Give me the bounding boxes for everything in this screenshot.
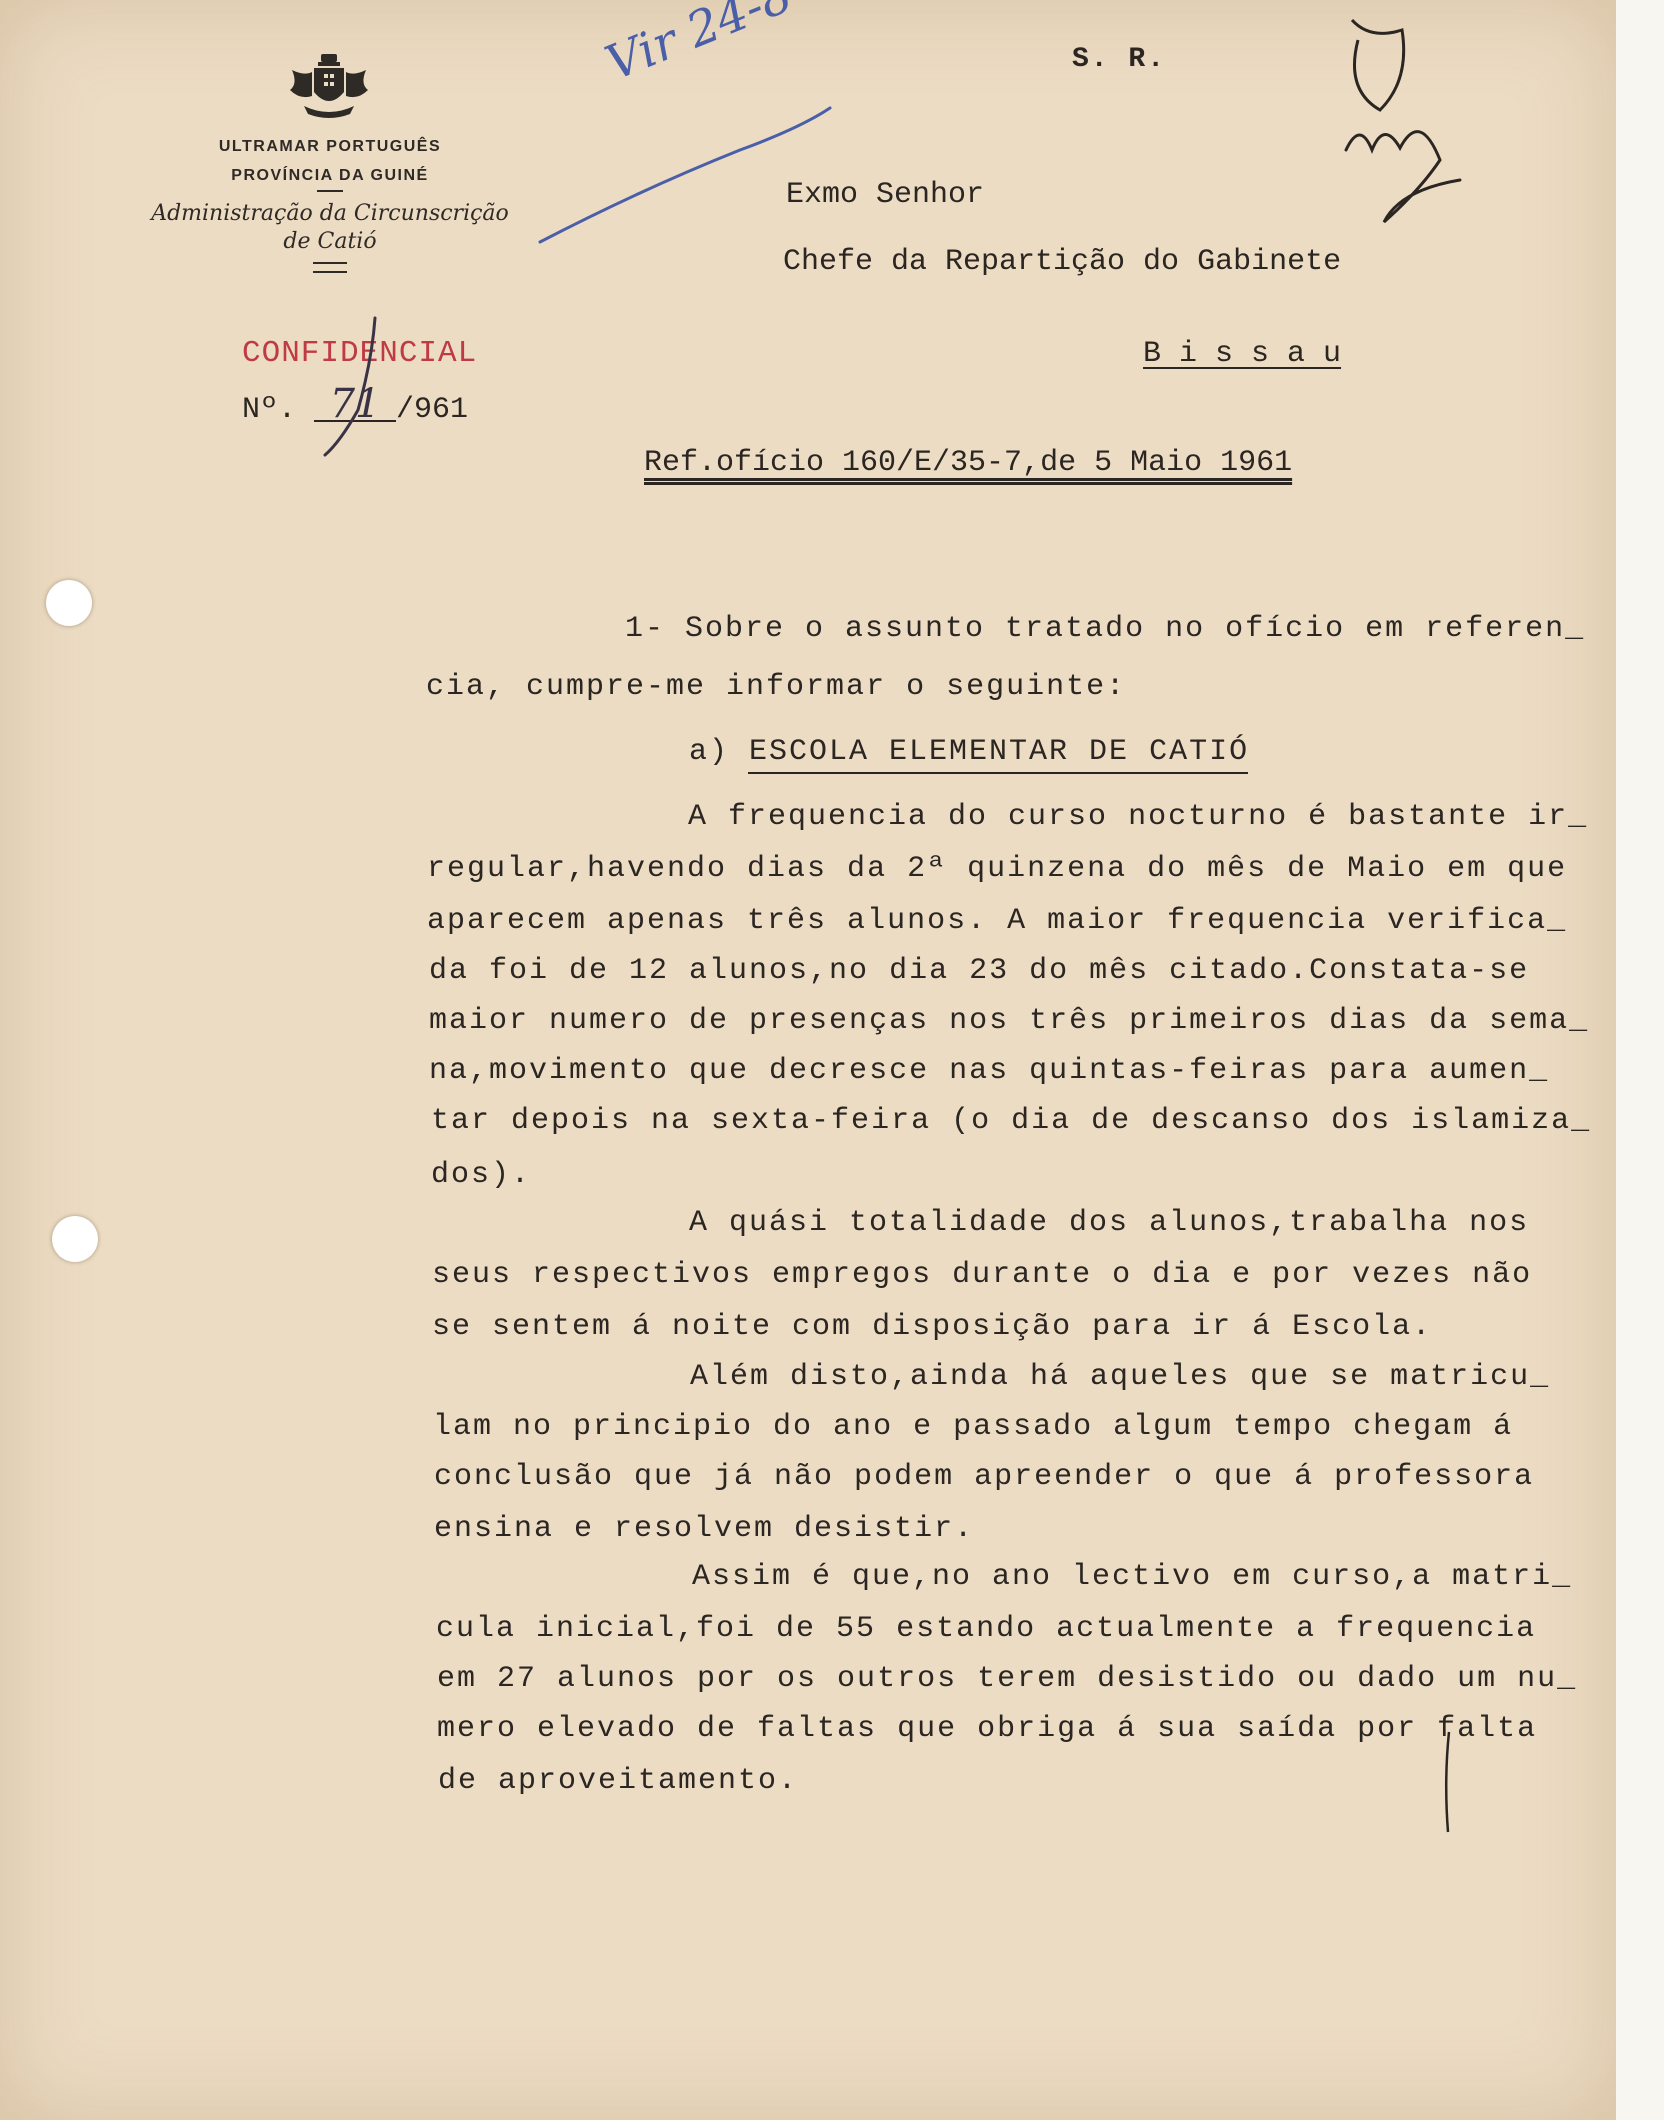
addressee-title: Chefe da Repartição do Gabinete	[783, 245, 1342, 279]
section-heading-text: a) ESCOLA ELEMENTAR DE CATIÓ	[689, 735, 1250, 769]
body-line-19: Assim é que,no ano lectivo em curso,a matri_	[692, 1560, 1573, 1594]
reference-line: Ref.ofício 160/E/35-7,de 5 Maio 1961	[644, 446, 1293, 480]
body-line-15: Além disto,ainda há aqueles que se matricu_	[690, 1360, 1551, 1394]
body-line-16: lam no principio do ano e passado algum tempo chegam á	[433, 1410, 1514, 1444]
body-line-6: aparecem apenas três alunos. A maior frequencia verifica_	[427, 904, 1568, 938]
body-line-7: da foi de 12 alunos,no dia 23 do mês citado.Constata-se	[429, 954, 1530, 988]
body-line-18: ensina e resolvem desistir.	[434, 1512, 975, 1546]
body-line-11: dos).	[431, 1158, 532, 1192]
number-suffix: /961	[396, 393, 469, 427]
body-line-21: em 27 alunos por os outros terem desistido ou dado um nu_	[437, 1662, 1578, 1696]
letterhead-line-3: Administração da Circunscrição	[151, 201, 509, 226]
body-line-23: de aproveitamento.	[438, 1764, 799, 1798]
body-line-8: maior numero de presenças nos três primeiros dias da sema_	[429, 1004, 1590, 1038]
coat-of-arms-icon	[284, 52, 374, 124]
number-value: 71	[314, 388, 396, 422]
body-line-9: na,movimento que decresce nas quintas-feiras para aumen_	[429, 1054, 1550, 1088]
body-line-17: conclusão que já não podem apreender o que á professora	[434, 1460, 1535, 1494]
section-heading-underline	[748, 772, 1248, 774]
body-line-13: seus respectivos empregos durante o dia e por vezes não	[432, 1258, 1533, 1292]
body-line-10: tar depois na sexta-feira (o dia de descanso dos islamiza_	[431, 1104, 1592, 1138]
body-line-5: regular,havendo dias da 2ª quinzena do mês de Maio em que	[427, 852, 1568, 886]
body-line-20: cula inicial,foi de 55 estando actualmente a frequencia	[436, 1612, 1537, 1646]
body-line-14: se sentem á noite com disposição para ir á Escola.	[432, 1310, 1433, 1344]
addressee-city: B i s s a u	[1143, 337, 1342, 371]
letterhead-line-1: ULTRAMAR PORTUGUÊS	[218, 138, 442, 155]
document-number	[242, 381, 469, 427]
number-label: Nº.	[242, 393, 297, 427]
letterhead-double-rule	[313, 262, 347, 273]
letterhead	[130, 132, 530, 273]
addressee-salutation: Exmo Senhor	[786, 178, 985, 212]
letterhead-line-4: de Catió	[283, 229, 377, 254]
body-line-1: 1- Sobre o assunto tratado no ofício em referen_	[625, 612, 1586, 646]
punch-hole-bottom	[52, 1216, 98, 1262]
body-line-4: A frequencia do curso nocturno é bastante ir_	[688, 800, 1589, 834]
punch-hole-top	[46, 580, 92, 626]
body-line-12: A quási totalidade dos alunos,trabalha nos	[689, 1206, 1530, 1240]
body-line-2: cia, cumpre-me informar o seguinte:	[426, 670, 1127, 704]
security-mark: S. R.	[1072, 44, 1167, 75]
confidential-stamp: CONFIDENCIAL	[242, 336, 478, 371]
section-heading	[689, 735, 1249, 769]
letterhead-divider	[317, 190, 343, 192]
letterhead-line-2: PROVÍNCIA DA GUINÉ	[231, 167, 429, 184]
body-line-22: mero elevado de faltas que obriga á sua saída por falta	[437, 1712, 1538, 1746]
